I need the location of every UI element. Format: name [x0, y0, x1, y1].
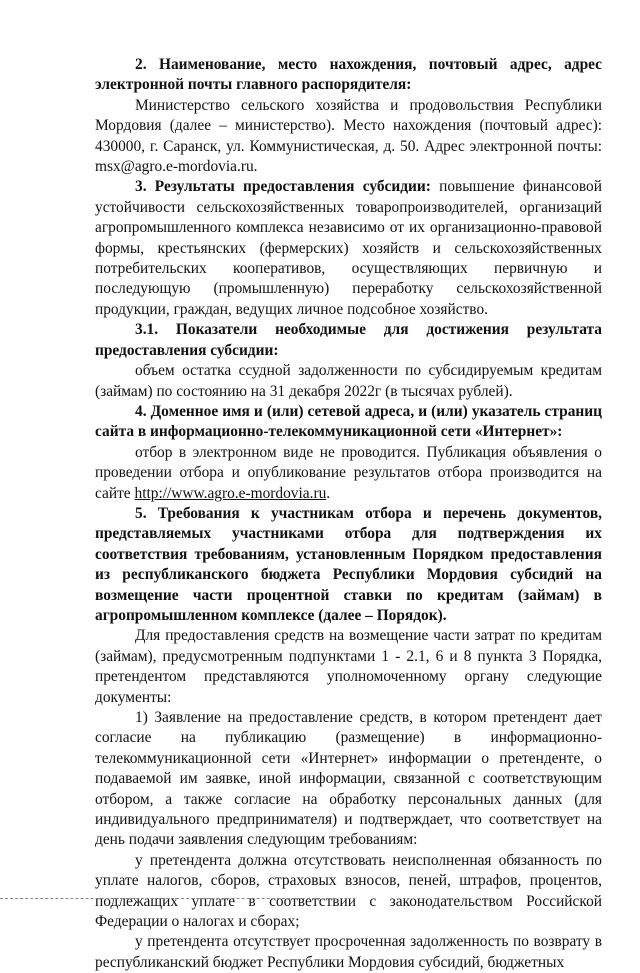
section-3-body: повышение финансовой устойчивости сельскохозяйственных товаропроизводителей, организаций агропромышленного комплекса независимо от их организационно-правовой формы, крестьянских (фермерских) хозяйств и сельскохозяйственных потребительских кооперативов, осуществляющих первичную и последующую (промышленную) переработку сельскохозяйственной продукции, граждан, ведущих личное подсобное хозяйство.	[95, 178, 602, 318]
section-5-requirement-taxes: у претендента должна отсутствовать неисполненная обязанность по уплате налогов, сборов, страховых взносов, пеней, штрафов, процентов, подлежащих уплате в соответствии с законодательством Российской Федерации о налогах и сборах;	[95, 851, 602, 931]
section-5-heading: 5. Требования к участникам отбора и перечень документов, представляемых участниками отбора для подтверждения их соответствия требованиям, установленным Порядком предоставления из республиканского бюджета Республики Мордовия субсидий на возмещение части процентной ставки по кредитам (займам) в агропромышленном комплексе (далее – Порядок).	[95, 504, 602, 624]
section-4-heading: 4. Доменное имя и (или) сетевой адреса, и (или) указатель страниц сайта в информационно-телекоммуникационной сети «Интернет»:	[95, 402, 602, 441]
agro-site-link[interactable]: http://www.agro.e-mordovia.ru	[134, 484, 327, 502]
section-3-1-heading: 3.1. Показатели необходимые для достижения результата предоставления субсидии:	[95, 321, 602, 359]
section-3-1-body: объем остатка ссудной задолженности по субсидируемым кредитам (займам) по состоянию на 31 декабря 2022г (в тысячах рублей).	[95, 362, 602, 400]
bottom-scan-line	[0, 898, 320, 899]
section-2-body: Министерство сельского хозяйства и продовольствия Республики Мордовия (далее – министерство). Место нахождения (почтовый адрес): 430000, г. Саранск, ул. Коммунистическая, д. 50. Адрес электронной почты: msx@agro.e-mordovia.ru.	[95, 96, 602, 176]
section-5-requirement-debt: у претендента отсутствует просроченная задолженность по возврату в республиканский бюджет Республики Мордовия субсидий, бюджетных	[95, 933, 602, 971]
section-3-paragraph	[95, 177, 602, 320]
section-2-heading: 2. Наименование, место нахождения, почтовый адрес, адрес электронной почты главного распорядителя:	[95, 56, 602, 94]
section-5-item-1: 1) Заявление на предоставление средств, в котором претендент дает согласие на публикацию (размещение) в информационно-телекоммуникационной сети «Интернет» информации о претенденте, о подаваемой им заявке, иной информации, связанной с соответствующим отбором, а также согласие на обработку персональных данных (для индивидуального предпринимателя) и подтверждает, что соответствует на день подачи заявления следующим требованиям:	[95, 709, 602, 849]
section-5-intro: Для предоставления средств на возмещение части затрат по кредитам (займам), предусмотренным подпунктами 1 - 2.1, 6 и 8 пункта 3 Порядка, претендентом представляются уполномоченному органу следующие документы:	[95, 627, 602, 706]
section-3-heading: 3. Результаты предоставления субсидии:	[135, 178, 431, 196]
section-4-body: отбор в электронном виде не проводится. Публикация объявления о проведении отбора и опубликование результатов отбора производится на сайте http://www.agro.e-mordovia.ru.	[95, 443, 602, 502]
